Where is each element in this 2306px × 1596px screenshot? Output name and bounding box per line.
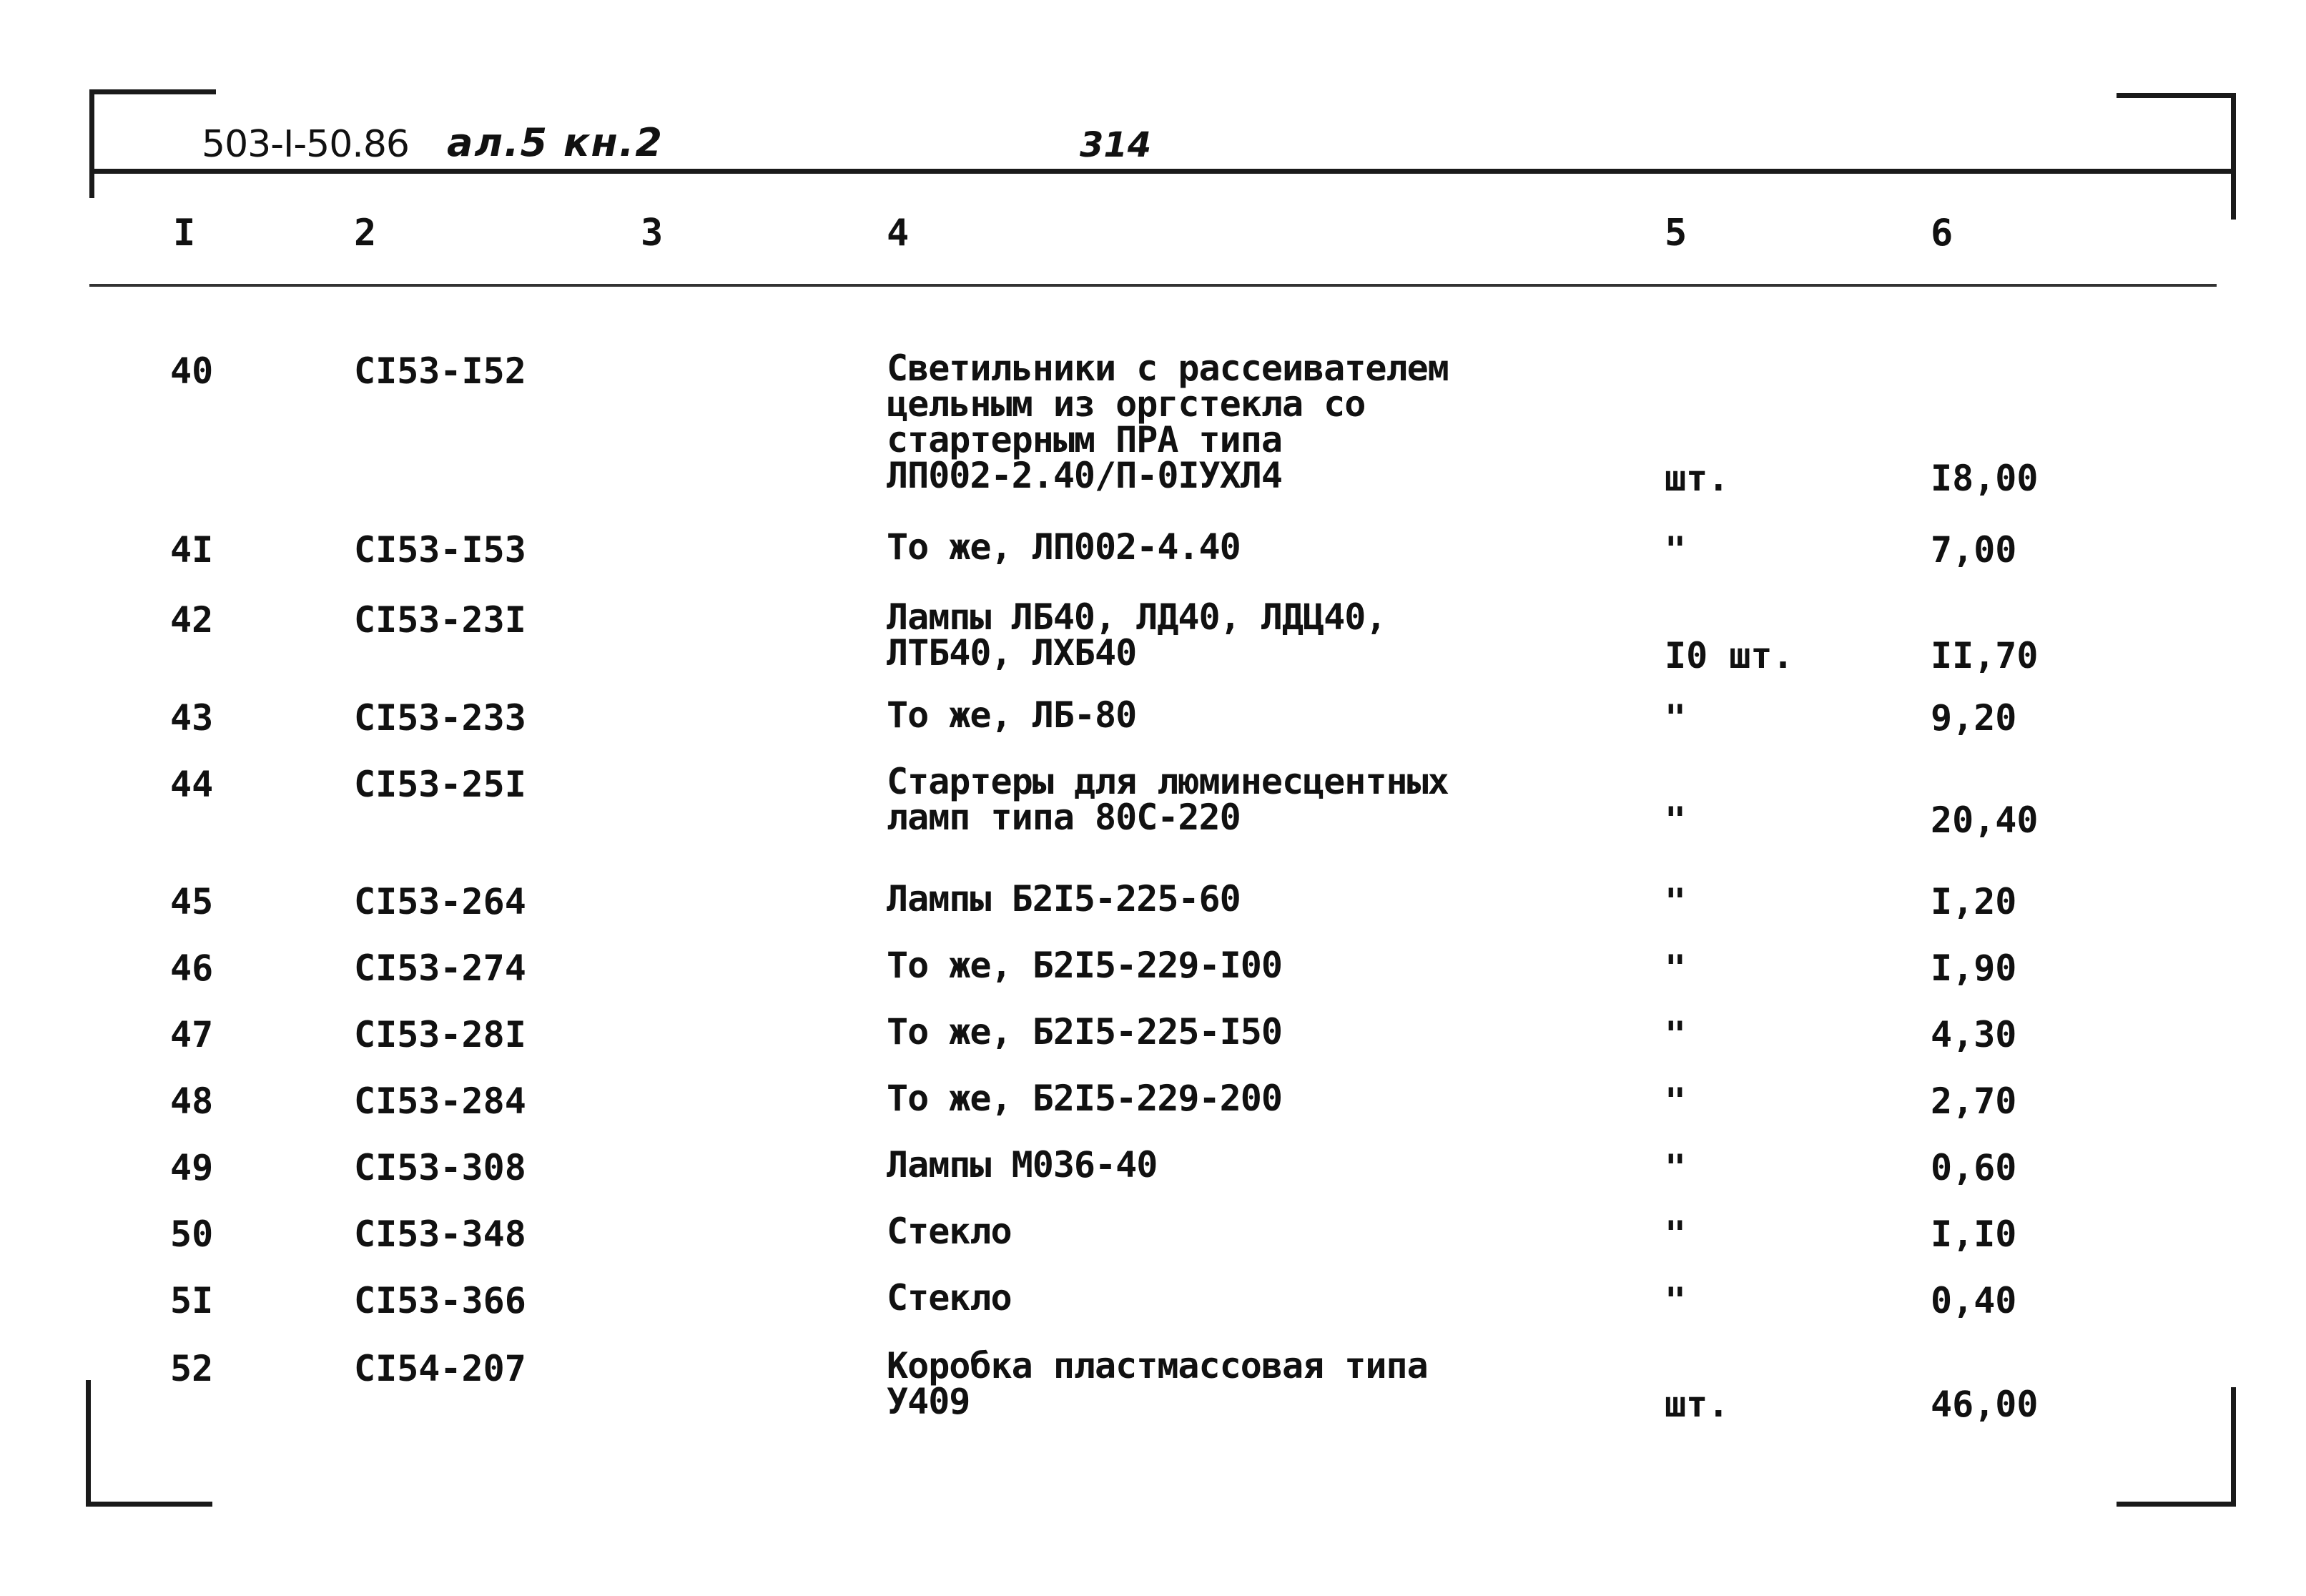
quantity-value: 0,60 [1931,1147,2017,1188]
quantity-value: I,90 [1931,947,2017,989]
unit: " [1665,697,1687,739]
description-line: То же, Б2I5-229-I00 [887,945,1282,986]
row-number: 49 [170,1147,214,1188]
description-line: То же, ЛБ-80 [887,694,1137,736]
item-description [887,1277,1012,1319]
frame-corner-bottom-left [86,1380,212,1507]
item-description [887,348,1449,496]
description-line: То же, Б2I5-225-I50 [887,1011,1282,1053]
page-number: 314 [1080,125,1152,165]
quantity-value: I,I0 [1931,1213,2017,1255]
price-code: CI53-I52 [354,350,526,392]
frame-corner-top-right [2117,93,2236,220]
row-number: 50 [170,1213,214,1255]
row-number: 45 [170,881,214,922]
item-description [887,1211,1012,1252]
item-description [887,1011,1282,1053]
unit: " [1665,1080,1687,1122]
description-line: ЛП002-2.40/П-0IУХЛ4 [887,455,1282,496]
handwritten-annotation: ал.5 кн.2 [447,120,664,165]
column-header-3: 3 [641,212,664,255]
document-code: 503-I-50.86 [202,123,409,166]
description-line: То же, Б2I5-229-200 [887,1078,1282,1119]
price-code: CI53-264 [354,881,526,922]
row-number: 47 [170,1014,214,1055]
description-line: ЛТБ40, ЛХБ40 [887,632,1137,674]
unit: " [1665,881,1687,922]
item-description [887,694,1137,736]
quantity-value: I8,00 [1931,458,2039,499]
unit: " [1665,1014,1687,1055]
price-code: CI53-25I [354,764,526,805]
price-code: CI53-274 [354,947,526,989]
description-line: стартерным ПРА типа [887,419,1282,460]
unit: " [1665,1280,1687,1321]
quantity-value: 2,70 [1931,1080,2017,1122]
row-number: 5I [170,1280,214,1321]
item-description [887,945,1282,986]
column-header-4: 4 [887,212,910,255]
row-number: 4I [170,529,214,571]
quantity-value: 0,40 [1931,1280,2017,1321]
price-code: CI53-I53 [354,529,526,571]
column-header-5: 5 [1665,212,1687,255]
description-line: цельным из оргстекла со [887,383,1366,425]
item-description [887,526,1241,568]
price-code: CI53-284 [354,1080,526,1122]
quantity-value: II,70 [1931,635,2039,676]
description-line: Коробка пластмассовая типа [887,1345,1428,1386]
row-number: 42 [170,599,214,641]
item-description [887,878,1241,920]
item-description [887,1144,1158,1186]
quantity-value: 7,00 [1931,529,2017,571]
description-line: То же, ЛП002-4.40 [887,526,1241,568]
unit: " [1665,1213,1687,1255]
price-code: CI53-348 [354,1213,526,1255]
description-line: У409 [887,1381,970,1422]
price-code: CI53-366 [354,1280,526,1321]
unit: шт. [1665,1384,1730,1425]
unit: " [1665,1147,1687,1188]
column-header-1: I [173,212,196,255]
unit: шт. [1665,458,1730,499]
price-code: CI53-28I [354,1014,526,1055]
description-line: Лампы М036-40 [887,1144,1158,1186]
quantity-value: 20,40 [1931,799,2039,841]
column-header-2: 2 [354,212,377,255]
frame-corner-bottom-right [2117,1387,2236,1507]
unit: " [1665,799,1687,841]
header-rule [89,169,2231,174]
price-code: CI53-233 [354,697,526,739]
description-line: ламп типа 80С-220 [887,797,1241,838]
description-line: Светильники с рассеивателем [887,348,1449,389]
row-number: 46 [170,947,214,989]
quantity-value: 4,30 [1931,1014,2017,1055]
unit: " [1665,947,1687,989]
row-number: 40 [170,350,214,392]
column-header-rule [89,284,2217,287]
description-line: Стекло [887,1277,1012,1319]
row-number: 43 [170,697,214,739]
description-line: Стартеры для люминесцентных [887,761,1449,802]
row-number: 48 [170,1080,214,1122]
quantity-value: 46,00 [1931,1384,2039,1425]
item-description [887,596,1386,674]
item-description [887,1078,1282,1119]
unit: " [1665,529,1687,571]
description-line: Лампы Б2I5-225-60 [887,878,1241,920]
item-description [887,761,1449,838]
frame-corner-top-left [89,89,216,198]
description-line: Лампы ЛБ40, ЛД40, ЛДЦ40, [887,596,1386,638]
price-code: CI53-23I [354,599,526,641]
quantity-value: 9,20 [1931,697,2017,739]
unit: I0 шт. [1665,635,1794,676]
description-line: Стекло [887,1211,1012,1252]
item-description [887,1345,1428,1422]
row-number: 52 [170,1348,214,1389]
price-code: CI54-207 [354,1348,526,1389]
price-code: CI53-308 [354,1147,526,1188]
column-header-6: 6 [1931,212,1953,255]
quantity-value: I,20 [1931,881,2017,922]
row-number: 44 [170,764,214,805]
